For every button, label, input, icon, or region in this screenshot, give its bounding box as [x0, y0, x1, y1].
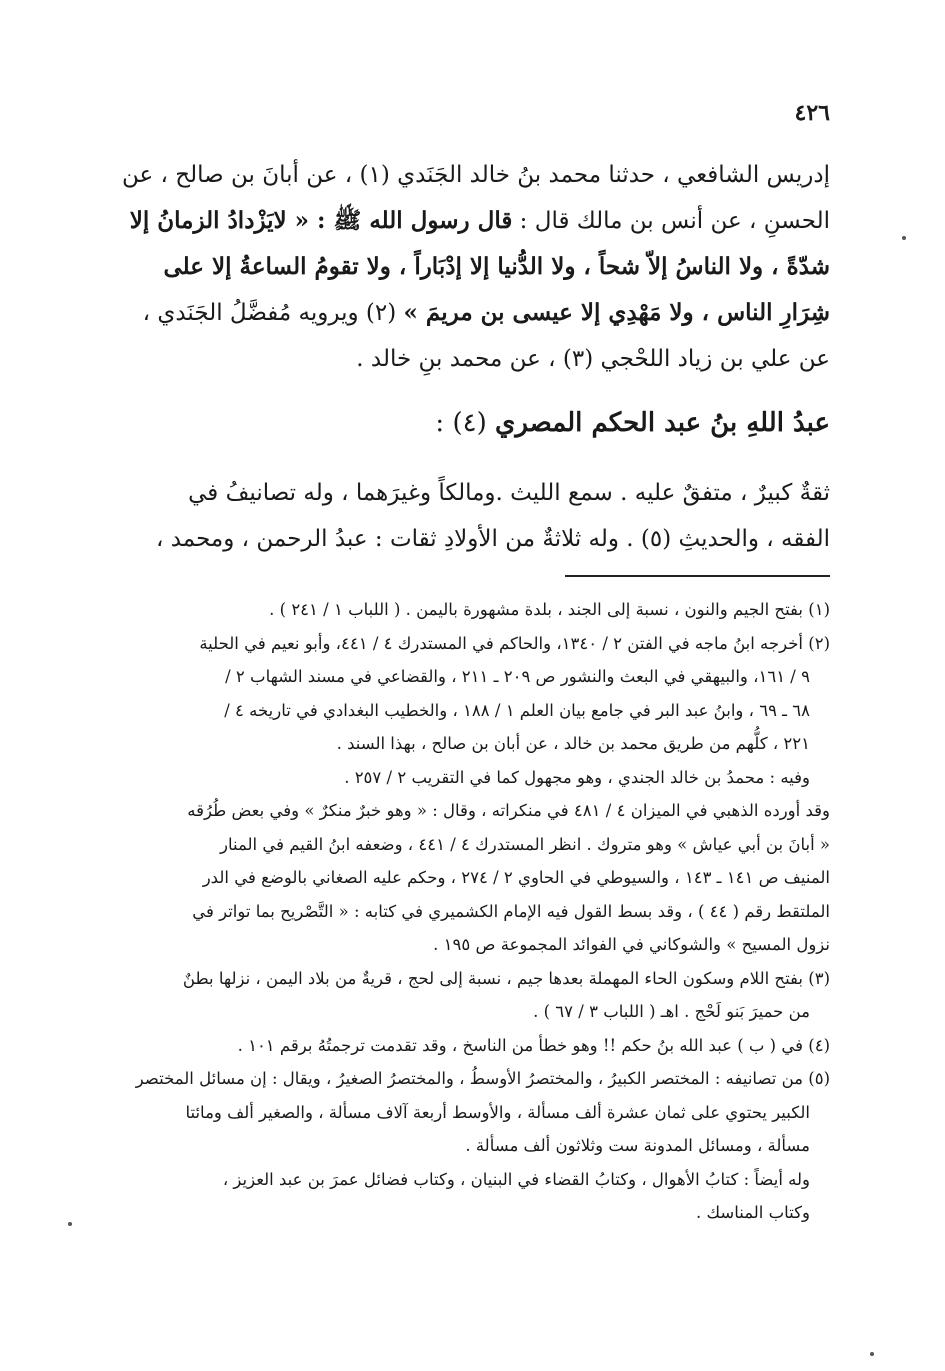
footnote-5-line-5: وكتاب المناسك .: [696, 1203, 810, 1222]
biography-paragraph: [112, 470, 830, 562]
footnote-3-line-1: (٣) بفتح اللام وسكون الحاء المهملة بعدها جيم ، نسبة إلى لحج ، قريةٌ من بلاد اليمن ، نزلها بطنٌ: [182, 968, 830, 988]
footnotes: [112, 594, 830, 1231]
footnote-5-line-4: وله أيضاً : كتابُ الأهوال ، وكتابُ القضاء في البنيان ، وكتاب فضائل عمرَ بن عبد العزيز ،: [222, 1169, 810, 1189]
scan-speck: [870, 1352, 874, 1356]
footnote-3-line-2: من حميرَ بَنو لَحْج . اهـ ( اللباب ٣ / ٦٧ ) .: [533, 1002, 810, 1021]
scan-speck: [902, 236, 906, 240]
footnote-2-line-4: ٢٢١ ، كلُّهم من طريق محمد بن خالد ، عن أبان بن صالح ، بهذا السند .: [336, 734, 810, 753]
main-line-2: [112, 198, 830, 244]
hadith-end: شِرَارِ الناس ، ولا مَهْدِي إلا عيسى بن مريمَ »: [403, 299, 830, 326]
footnote-divider: [565, 575, 830, 577]
footnote-2-line-1: (٢) أخرجه ابنُ ماجه في الفتن ٢ / ١٣٤٠، والحاكم في المستدرك ٤ / ٤٤١، وأبو نعيم في الحلية: [199, 633, 830, 653]
heading-note: (٤) :: [435, 408, 495, 438]
main-line-1: إدريس الشافعي ، حدثنا محمد بنُ خالد الجَنَدي (١) ، عن أبانَ بن صالح ، عن: [122, 162, 830, 188]
hadith-start: قال رسول الله ﷺ : « لايَزْدادُ الزمانُ إلا: [129, 207, 513, 234]
heading-name: عبدُ اللهِ بنُ عبد الحكم المصري: [494, 408, 830, 438]
page-number: ٤٢٦: [794, 100, 830, 126]
hadith-line-3: شدّةً ، ولا الناسُ إلاّ شحاً ، ولا الدُّنيا إلا إدْبَاراً ، ولا تقومُ الساعةُ إلا على: [163, 253, 830, 280]
main-line-4: [112, 290, 830, 336]
scan-speck: [68, 1222, 72, 1226]
footnote-4: (٤) في ( ب ) عبد الله بنُ حكم !! وهو خطأ من الناسخ ، وقد تقدمت ترجمتُهُ برقم ١٠١ .: [237, 1035, 830, 1055]
footnote-5-line-2: الكبير يحتوي على ثمان عشرة ألف مسألة ، والأوسط أربعة آلاف مسألة ، والصغير ألف ومائتا: [185, 1102, 810, 1122]
section-heading: [112, 408, 830, 438]
main-paragraph: [112, 152, 830, 382]
footnote-2-line-9: الملتقط رقم ( ٤٤ ) ، وقد بسط القول فيه الإمام الكشميري في كتابه : « التَّصْريح بما تواتر في: [192, 901, 830, 921]
footnote-5-line-1: (٥) من تصانيفه : المختصر الكبيرُ ، والمختصرُ الأوسطُ ، والمختصرُ الصغيرُ ، ويقال : إن مسائل المختصر: [135, 1069, 830, 1088]
main-line-4-plain: (٢) ويرويه مُفضَّلُ الجَنَدي ،: [142, 300, 404, 326]
footnote-1: (١) بفتح الجيم والنون ، نسبة إلى الجند ، بلدة مشهورة باليمن . ( اللباب ١ / ٢٤١ ) .: [269, 600, 830, 619]
footnote-2-line-7: « أبانَ بن أبي عياش » وهو متروك . انظر المستدرك ٤ / ٤٤١ ، وضعفه ابنُ القيم في المنار: [220, 834, 830, 854]
bio-line-2: الفقه ، والحديثِ (٥) . وله ثلاثةٌ من الأولادِ ثقات : عبدُ الرحمن ، ومحمد ،: [155, 526, 830, 552]
footnote-2-line-8: المنيف ص ١٤١ ـ ١٤٣ ، والسيوطي في الحاوي ٢ / ٢٧٤ ، وحكم عليه الصغاني بالوضع في الدر: [202, 868, 830, 887]
footnote-5-line-3: مسألة ، ومسائل المدونة ست وثلاثون ألف مسألة .: [465, 1136, 810, 1155]
footnote-2-line-10: نزول المسيح » والشوكاني في الفوائد المجموعة ص ١٩٥ .: [433, 935, 830, 954]
footnote-2-line-2: ٩ / ١٦١، والبيهقي في البعث والنشور ص ٢٠٩ ـ ٢١١ ، والقضاعي في مسند الشهاب ٢ /: [225, 667, 810, 686]
bio-line-1: ثقةٌ كبيرٌ ، متفقٌ عليه . سمع الليث .ومالكاً وغيرَهما ، وله تصانيفُ في: [188, 480, 830, 506]
footnote-2-line-3: ٦٨ ـ ٦٩ ، وابنُ عبد البر في جامع بيان العلم ١ / ١٨٨ ، والخطيب البغدادي في تاريخه ٤ /: [224, 700, 810, 720]
main-line-2-plain: الحسنِ ، عن أنس بن مالك قال :: [512, 208, 830, 234]
footnote-2-line-5: وفيه : محمدُ بن خالد الجندي ، وهو مجهول كما في التقريب ٢ / ٢٥٧ .: [344, 767, 810, 787]
main-line-5: عن علي بن زياد اللحْجي (٣) ، عن محمد بنِ خالد .: [356, 346, 830, 372]
footnote-2-line-6: وقد أورده الذهبي في الميزان ٤ / ٤٨١ في منكراته ، وقال : « وهو خبرٌ منكرٌ » وفي بعض طُرُقه: [187, 801, 830, 820]
